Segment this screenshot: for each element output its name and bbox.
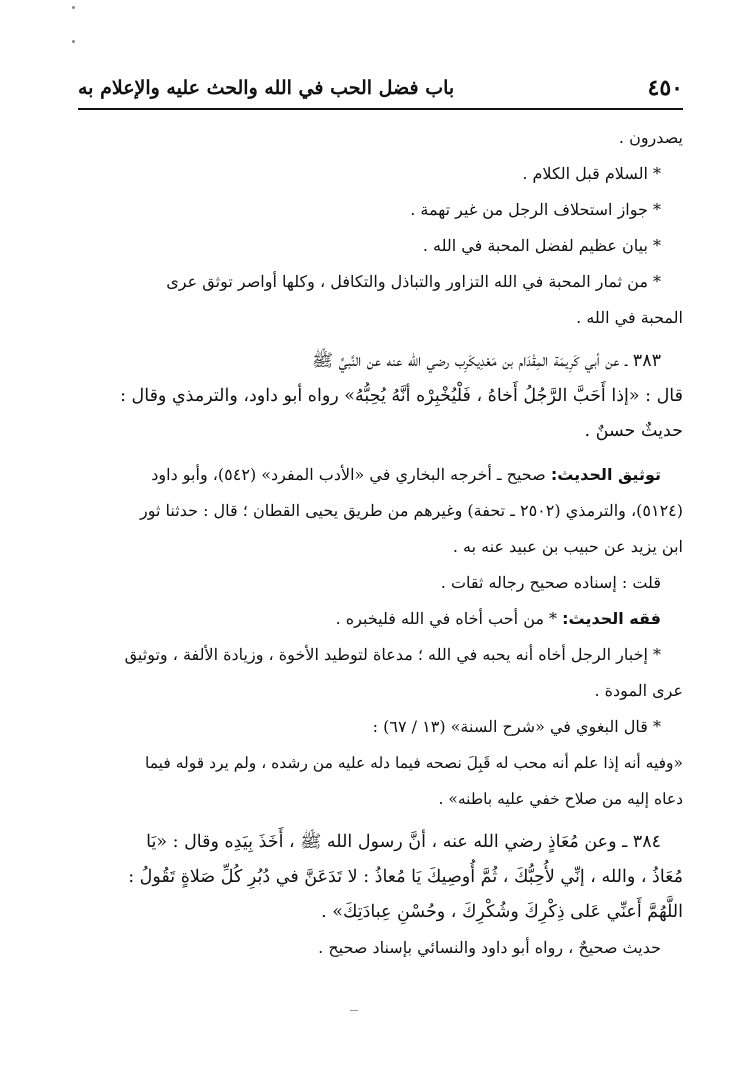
page-body [78,120,683,966]
tawthiq-line: ابن يزيد عن حبيب بن عبيد عنه به . [452,537,683,556]
fiqh-text: * من أحب أخاه في الله فليخبره . [335,609,558,628]
tawthiq-label: توثيق الحديث: [550,465,661,484]
chapter-title: باب فضل الحب في الله والحث عليه والإعلام به [78,77,455,99]
fiqh-line [78,601,683,637]
grading-line: حديث صحيحٌ ، رواه أبو داود والنسائي بإسناد صحيح . [318,938,661,957]
bullet-line: * بيان عظيم لفضل المحبة في الله . [422,236,661,255]
quote-line: دعاه إليه من صلاح خفي عليه باطنه» . [438,790,683,808]
hadith-384-line: اللَّهُمَّ أَعنِّي عَلى ذِكْرِكَ وشُكْرِكَ ، وحُسْنِ عِبادَتِكَ» . [321,902,683,922]
scan-speck [72,6,75,9]
bullet-line: * السلام قبل الكلام . [522,164,661,183]
bullet-line: * من ثمار المحبة في الله التزاور والتباذل والتكافل ، وكلها أواصر توثق عرى [166,272,661,291]
text-line: يصدرون . [618,128,683,147]
hadith-384-line: مُعَاذُ ، والله ، إنِّي لأُحِبُّكَ ، ثُمَّ أُوصِيكَ يَا مُعاذُ : لا تَدَعَنَّ في دُبُرِ كُلِّ صَلاةٍ تَقُولُ : [128,867,683,887]
tawthiq-text: صحيح ـ أخرجه البخاري في «الأدب المفرد» (٥٤٢)، وأبو داود [151,465,546,484]
hadith-383-line: حديثٌ حسنٌ . [584,421,683,441]
page-number: ٤٥٠ [647,75,683,101]
tawthiq-line [78,457,683,493]
header-rule [78,108,683,110]
bullet-line: * جواز استحلاف الرجل من غير تهمة . [410,200,661,219]
hadith-383-line: ٣٨٣ ـ عن أبي كَرِيمَة المِقْدَام بن مَعْدِيكَرِب رضي الله عنه عن النَّبيِّ ﷺ [311,351,661,371]
hadith-383-line: قال : «إذا أَحَبَّ الرَّجُلُ أَخاهُ ، فَلْيُخْبِرْه أنَّهُ يُحِبُّهُ» رواه أبو داود، والترمذي وقال : [120,386,683,406]
tawthiq-line: (٥١٢٤)، والترمذي (٢٥٠٢ ـ تحفة) وغيرهم من طريق يحيى القطان ؛ قال : حدثنا ثور [140,501,683,520]
note-line: قلت : إسناده صحيح رجاله ثقات . [440,573,661,592]
text-line: المحبة في الله . [576,308,683,327]
running-header [78,72,683,104]
bullet-line: * قال البغوي في «شرح السنة» (١٣ / ٦٧) : [372,717,661,736]
hadith-384-line: ٣٨٤ ـ وعن مُعَاذٍ رضي الله عنه ، أنَّ رسول الله ﷺ ، أَخَذَ بِيَدِه وقال : «يَا [146,832,661,852]
footer-mark [350,1010,358,1011]
bullet-line: * إخبار الرجل أخاه أنه يحبه في الله ؛ مدعاة لتوطيد الأخوة ، وزيادة الألفة ، وتوثيق [124,645,661,664]
fiqh-label: فقه الحديث: [562,609,661,628]
scan-speck [72,40,75,43]
text-line: عرى المودة . [594,681,683,700]
quote-line: «وفيه أنه إذا علم أنه محب له قَبِلَ نصحه فيما دله عليه من رشده ، ولم يرد قوله فيما [145,754,683,772]
